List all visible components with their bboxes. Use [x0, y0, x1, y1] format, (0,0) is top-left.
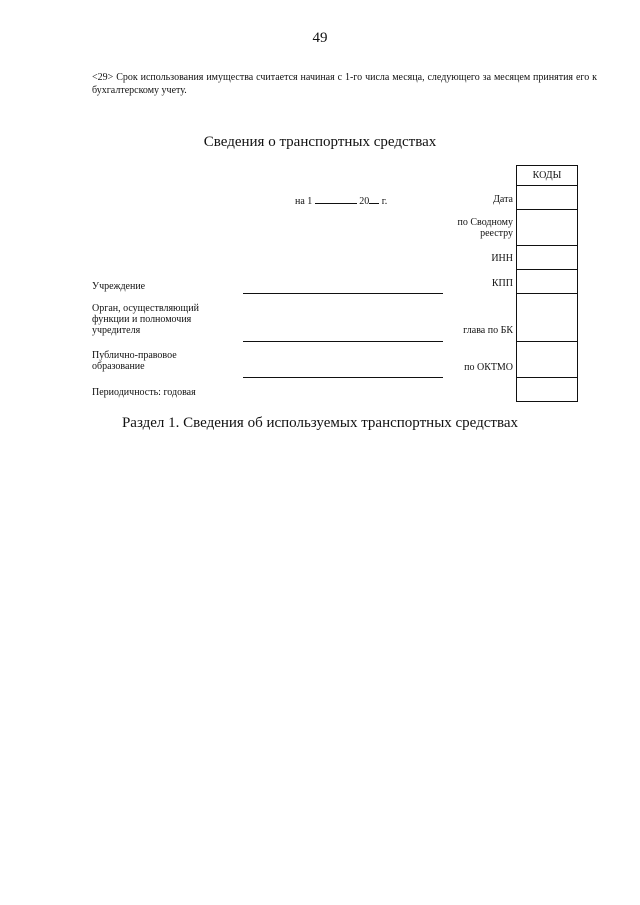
label-organ-line1: Орган, осуществляющий [92, 303, 199, 314]
label-organ-line3: учредителя [92, 325, 141, 336]
codes-table [516, 165, 578, 402]
date-year-prefix: 20 [359, 196, 370, 207]
code-cell-date[interactable] [517, 186, 578, 210]
footnote-text: <29> Срок использования имущества считается начиная с 1-го числа месяца, следующего за месяцем принятия его к бухгалтерскому учету. [92, 72, 597, 96]
label-periodichnost: Периодичность: годовая [92, 387, 196, 398]
date-suffix: г. [381, 196, 388, 207]
label-svodny-line2: реестру [480, 228, 513, 239]
date-prefix: на 1 [295, 196, 313, 207]
label-ppo-line1: Публично-правовое [92, 350, 177, 361]
label-oktmo: по ОКТМО [464, 362, 513, 373]
label-ppo-line2: образование [92, 361, 145, 372]
section-title: Раздел 1. Сведения об используемых транспортных средствах [121, 415, 519, 431]
organ-field[interactable] [243, 341, 443, 342]
code-cell-oktmo[interactable] [517, 342, 578, 378]
label-organ [92, 303, 199, 336]
label-organ-line2: функции и полномочия [92, 314, 192, 325]
page-number: 49 [312, 30, 328, 46]
date-year-blank[interactable] [369, 194, 379, 204]
code-cell-glava-bk[interactable] [517, 294, 578, 342]
code-cell-svodny-reestr[interactable] [517, 210, 578, 246]
code-cell-kpp[interactable] [517, 270, 578, 294]
report-date-line [295, 194, 387, 207]
code-cell-inn[interactable] [517, 246, 578, 270]
uchrezhdenie-field[interactable] [243, 293, 443, 294]
label-glava-bk: глава по БК [463, 325, 513, 336]
form-title: Сведения о транспортных средствах [203, 134, 437, 150]
label-kpp: КПП [491, 278, 513, 289]
label-date: Дата [493, 194, 513, 205]
label-ppo [92, 350, 177, 372]
code-cell-periodichnost[interactable] [517, 378, 578, 402]
label-inn: ИНН [491, 253, 513, 264]
label-svodny-reestr [458, 217, 513, 239]
label-uchrezhdenie: Учреждение [92, 281, 146, 292]
ppo-field[interactable] [243, 377, 443, 378]
codes-header: КОДЫ [517, 166, 578, 186]
date-day-month-blank[interactable] [315, 194, 357, 204]
label-svodny-line1: по Сводному [457, 217, 513, 228]
